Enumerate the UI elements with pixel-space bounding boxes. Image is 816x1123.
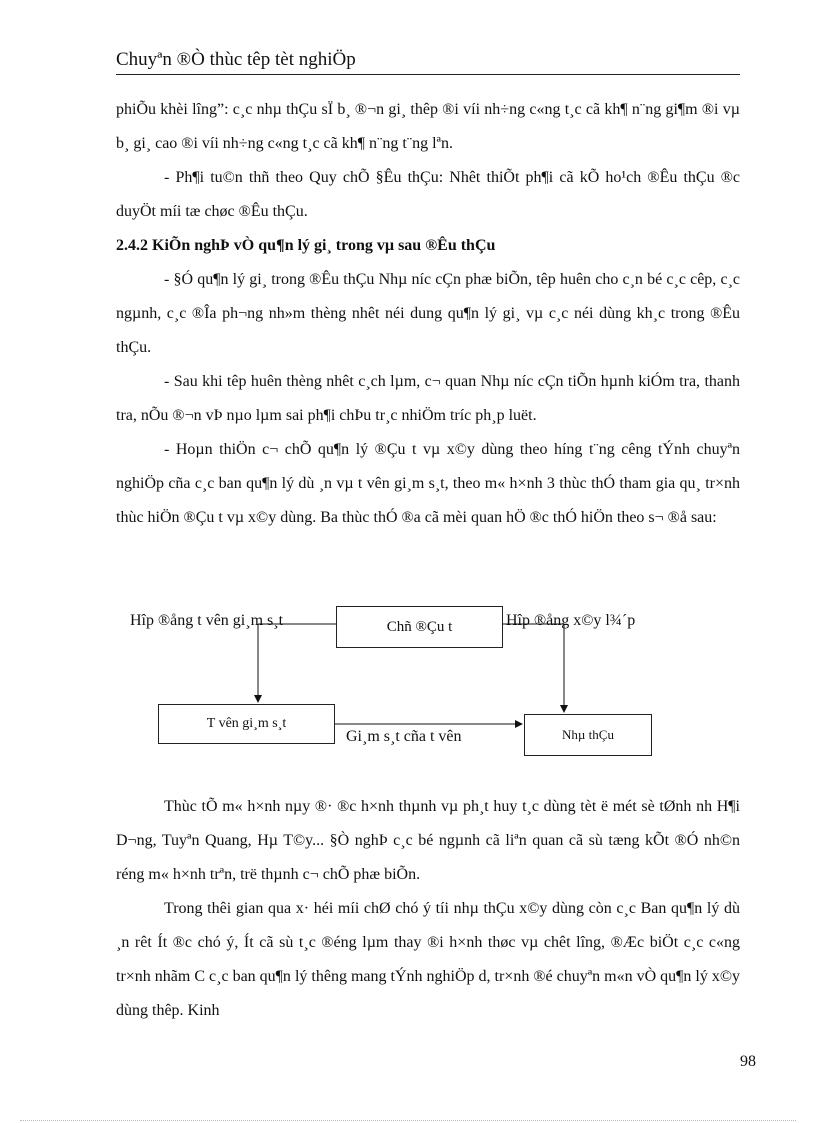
box-consultant: T vên gi¸m s¸t: [158, 704, 335, 744]
paragraph: - Sau khi têp huên thèng nhêt c¸ch lµm, c¬ quan Nhµ níc cÇn tiÕn hµnh kiÓm tra, thanh tra, nÕu ®¬n vÞ nµo lµm sai ph¶i chÞu tr¸c nhiÖm tríc ph¸p luët.: [116, 373, 740, 424]
paragraph: - Ph¶i tu©n thñ theo Quy chÕ §Êu thÇu: Nhêt thiÕt ph¶i cã kÕ ho¹ch ®Êu thÇu ®c duyÖt míi tæ chøc ®Êu thÇu.: [116, 169, 740, 220]
paragraph: Trong thêi gian qua x· héi míi chØ chó ý tíi nhµ thÇu x©y dùng còn c¸c Ban qu¶n lý dù ¸n rêt Ít ®c chó ý, Ít cã sù t¸c ®éng lµm thay ®i h×nh thøc vµ chêt lîng, ®Æc biÖt c¸c c«ng tr×nh nhãm C c¸c ban qu¶n lý thêng mang tÝnh nghiÖp d, tr×nh ®é chuyªn m«n vÒ qu¶n lý x©y dùng thêp. Kinh: [116, 900, 740, 1019]
page-header: Chuyªn ®Ò thùc têp tèt nghiÖp: [116, 48, 740, 75]
label-supervision: Gi¸m s¸t cña t vên: [346, 728, 462, 745]
box-contractor: Nhµ thÇu: [524, 714, 652, 756]
box-owner: Chñ ®Çu t: [336, 606, 503, 648]
body-text-bottom: [116, 790, 740, 1028]
label-construction-contract: Hîp ®ång x©y l¾´p: [506, 612, 636, 629]
paragraph: - Hoµn thiÖn c¬ chÕ qu¶n lý ®Çu t vµ x©y dùng theo híng t¨ng cêng tÝnh chuyªn nghiÖp cña c¸c ban qu¶n lý dù ¸n vµ t vên gi¸m s¸t, theo m« h×nh 3 thùc thÓ tham gia qu¸ tr×nh thùc hiÖn ®Çu t vµ x©y dùng. Ba thùc thÓ ®a cã mèi quan hÖ ®c thÓ hiÖn theo s¬ ®å sau:: [116, 441, 740, 526]
footer-divider: [20, 1120, 796, 1121]
relationship-diagram: [116, 604, 740, 764]
label-supervision-contract: Hîp ®ång t vên gi¸m s¸t: [130, 612, 284, 629]
section-heading: 2.4.2 KiÕn nghÞ vÒ qu¶n lý gi¸ trong vµ sau ®Êu thÇu: [116, 237, 496, 254]
page-number: 98: [740, 1053, 756, 1070]
paragraph: - §Ó qu¶n lý gi¸ trong ®Êu thÇu Nhµ níc cÇn phæ biÕn, têp huên cho c¸n bé c¸c cêp, c¸c ngµnh, c¸c ®Îa ph¬ng nh»m thèng nhêt néi dung qu¶n lý gi¸ vµ c¸c néi dùng kh¸c trong ®Êu thÇu.: [116, 271, 740, 356]
paragraph: Thùc tÕ m« h×nh nµy ®· ®c h×nh thµnh vµ ph¸t huy t¸c dùng tèt ë mét sè tØnh nh H¶i D¬ng, Tuyªn Quang, Hµ T©y... §Ò nghÞ c¸c bé ngµnh cã liªn quan cã sù tæng kÕt ®Ó nh©n réng m« h×nh trªn, trë thµnh c¬ chÕ phæ biÕn.: [116, 798, 740, 883]
body-text-top: [116, 93, 740, 535]
paragraph: phiÕu khèi lîng”: c¸c nhµ thÇu sÏ b¸ ®¬n gi¸ thêp ®i víi nh÷ng c«ng t¸c cã kh¶ n¨ng gi¶m ®i vµ b¸ gi¸ cao ®i víi nh÷ng c«ng t¸c cã kh¶ n¨ng t¨ng lªn.: [116, 101, 740, 152]
